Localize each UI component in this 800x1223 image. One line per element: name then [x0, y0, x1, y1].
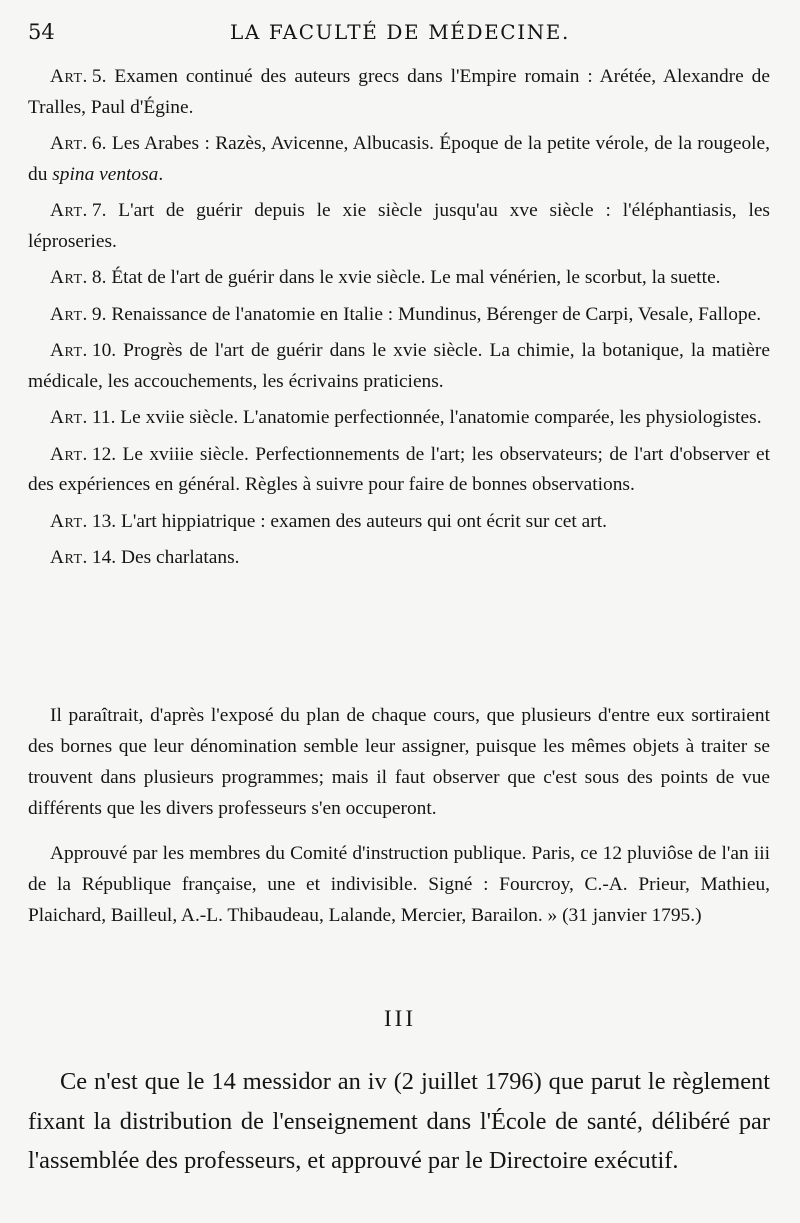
article-label: Art. [50, 133, 88, 154]
page-number: 54 [28, 20, 55, 44]
article-10 [28, 336, 770, 397]
article-number: 13. [91, 510, 117, 532]
article-number: 10. [91, 340, 117, 361]
article-text: L'art hippiatrique : examen des auteurs qui ont écrit sur cet art. [121, 510, 607, 532]
article-label: Art. [50, 267, 88, 288]
article-text: Des charlatans. [121, 547, 240, 568]
article-number: 9. [91, 303, 107, 325]
running-head [28, 20, 772, 50]
article-label: Art. [50, 443, 88, 465]
article-number: 8. [91, 267, 107, 288]
article-text: Progrès de l'art de guérir dans le xvie siècle. La chimie, la botanique, la matière médicale, les accouchements, les écrivains praticiens. [28, 340, 770, 392]
article-text: Examen continué des auteurs grecs dans l'Empire romain : Arétée, Alexandre de Tralles, Paul d'Égine. [28, 66, 770, 118]
article-11 [28, 403, 770, 434]
article-text: L'art de guérir depuis le xie siècle jusqu'au xve siècle : l'éléphantiasis, les léproseries. [28, 200, 770, 252]
article-9 [28, 300, 770, 331]
article-label: Art. [50, 547, 88, 568]
article-text: Le xviie siècle. L'anatomie perfectionnée, l'anatomie comparée, les physiologistes. [120, 407, 762, 428]
article-label: Art. [50, 340, 88, 361]
article-13 [28, 507, 770, 538]
article-label: Art. [50, 407, 88, 428]
article-number: 6. [91, 133, 107, 154]
article-number: 11. [91, 407, 116, 428]
article-number: 5. [91, 66, 107, 87]
article-number: 12. [91, 443, 117, 465]
article-label: Art. [50, 66, 88, 87]
article-12 [28, 440, 770, 501]
article-number: 7. [91, 200, 107, 221]
article-text: Le xviiie siècle. Perfectionnements de l'art; les observateurs; de l'art d'observer et des expériences en général. Règles à suivre pour faire de bonnes observations. [28, 443, 770, 495]
article-label: Art. [50, 303, 88, 325]
article-text: État de l'art de guérir dans le xvie siècle. Le mal vénérien, le scorbut, la suette. [111, 267, 721, 288]
article-text: Les Arabes : Razès, Avicenne, Albucasis. Époque de la petite vérole, de la rougeole, du [28, 133, 770, 185]
article-7 [28, 196, 770, 257]
article-8 [28, 263, 770, 294]
article-text-italic: spina ventosa [52, 163, 159, 185]
article-text: Renaissance de l'anatomie en Italie : Mundinus, Bérenger de Carpi, Vesale, Fallope. [111, 303, 762, 325]
article-label: Art. [50, 200, 88, 221]
article-14 [28, 543, 770, 574]
article-5 [28, 62, 770, 123]
section-heading: III [384, 1006, 416, 1031]
article-list [28, 62, 770, 580]
article-text-end: . [158, 163, 164, 185]
article-6 [28, 129, 770, 190]
article-number: 14. [91, 547, 117, 568]
running-title: LA FACULTÉ DE MÉDECINE. [230, 20, 570, 44]
paragraph-reglement: Ce n'est que le 14 messidor an iv (2 juillet 1796) que parut le règlement fixant la distribution de l'enseignement dans l'École de santé, délibéré par l'assemblée des professeurs, et approuvé par le Directoire exécutif. [28, 1068, 770, 1174]
paragraph-observation: Il paraîtrait, d'après l'exposé du plan de chaque cours, que plusieurs d'entre eux sortiraient des bornes que leur dénomination semble leur assigner, puisque les mêmes objets à traiter se trouvent dans plusieurs programmes; mais il faut observer que c'est sous des points de vue différents que les divers professeurs s'en occuperont. [28, 705, 770, 819]
paragraph-approval: Approuvé par les membres du Comité d'instruction publique. Paris, ce 12 pluviôse de l'an iii de la République française, une et indivisible. Signé : Fourcroy, C.-A. Prieur, Mathieu, Plaichard, Bailleul, A.-L. Thibaudeau, Lalande, Mercier, Barailon. » (31 janvier 1795.) [28, 843, 770, 926]
article-label: Art. [50, 510, 88, 532]
